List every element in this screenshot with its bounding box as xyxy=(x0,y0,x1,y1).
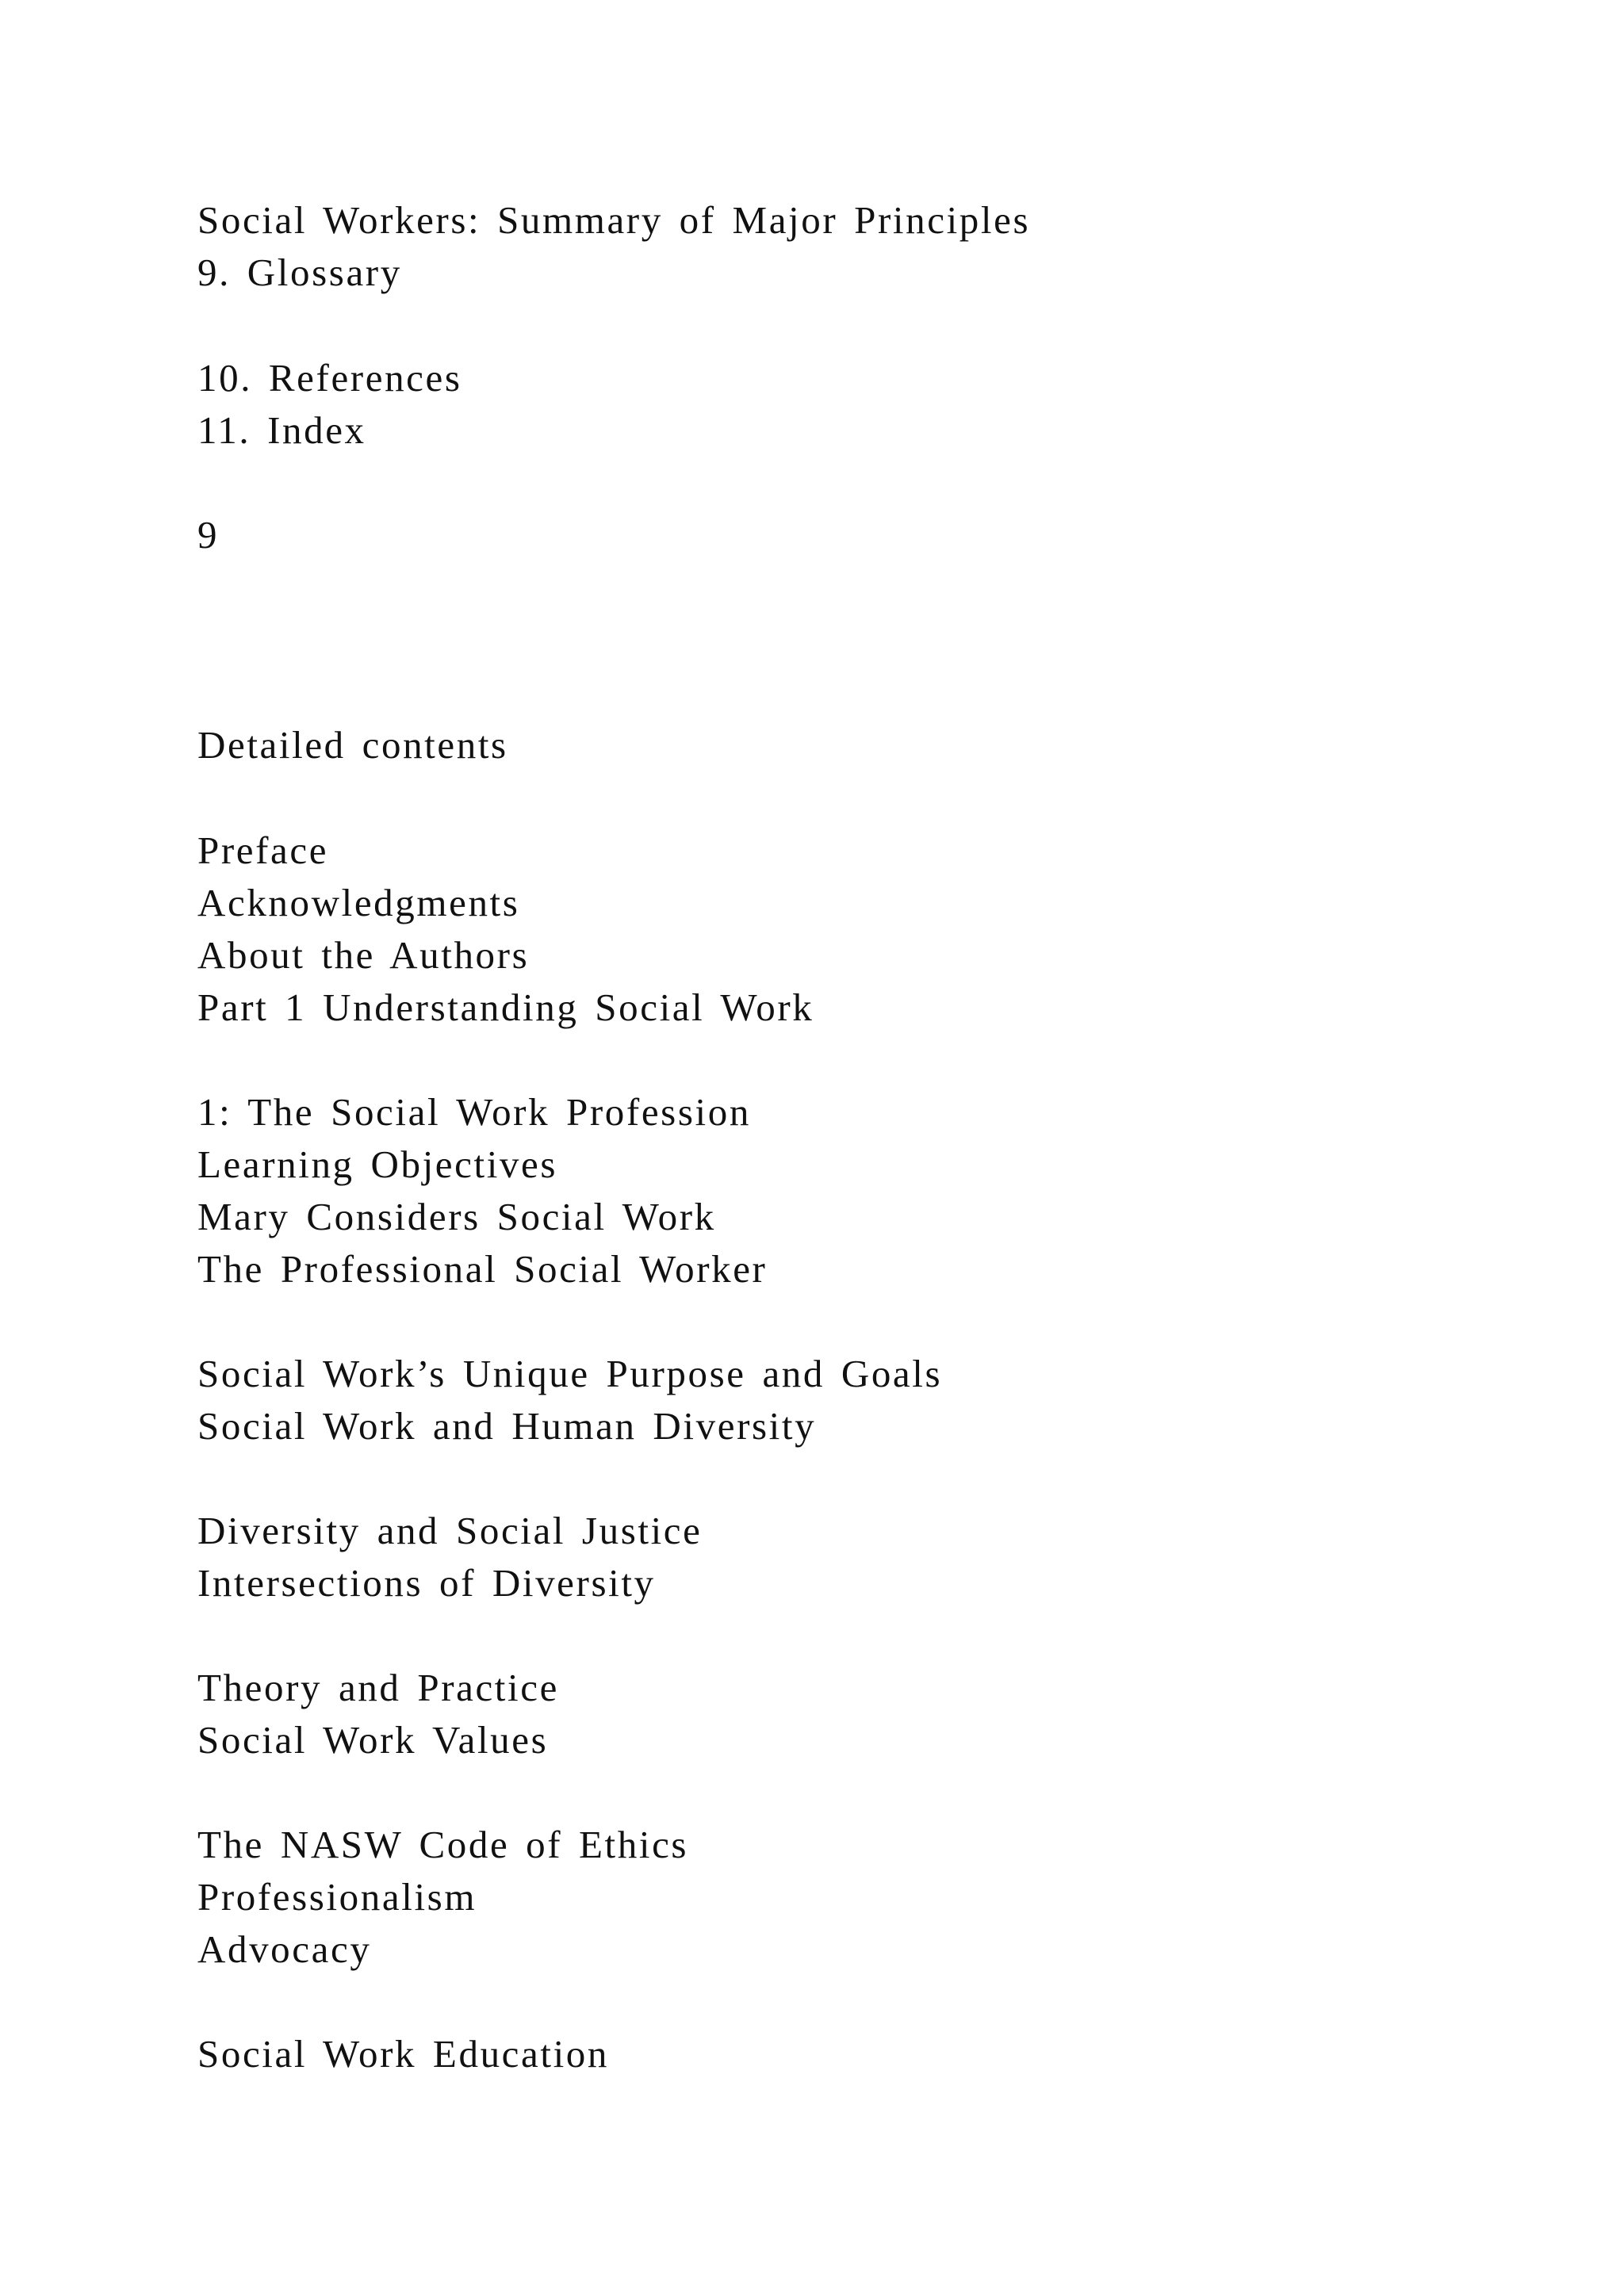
contents-entry-references: 10. References xyxy=(197,356,462,400)
contents-entry-glossary: 9. Glossary xyxy=(197,251,402,294)
contents-entry-acknowledgments: Acknowledgments xyxy=(197,881,520,924)
contents-entry-human-diversity: Social Work and Human Diversity xyxy=(197,1404,817,1448)
continued-heading: Social Workers: Summary of Major Principles xyxy=(197,198,1031,242)
contents-entry-advocacy: Advocacy xyxy=(197,1927,372,1971)
contents-entry-intersections-diversity: Intersections of Diversity xyxy=(197,1561,656,1605)
contents-entry-professionalism: Professionalism xyxy=(197,1875,477,1919)
contents-entry-professional-social-worker: The Professional Social Worker xyxy=(197,1247,768,1291)
contents-entry-chapter-1: 1: The Social Work Profession xyxy=(197,1090,751,1134)
contents-entry-index: 11. Index xyxy=(197,408,366,452)
contents-entry-purpose-goals: Social Work’s Unique Purpose and Goals xyxy=(197,1352,943,1395)
contents-entry-theory-practice: Theory and Practice xyxy=(197,1666,559,1709)
contents-entry-social-work-values: Social Work Values xyxy=(197,1718,549,1762)
detailed-contents-title: Detailed contents xyxy=(197,723,508,767)
contents-entry-preface: Preface xyxy=(197,828,329,872)
contents-entry-social-work-education: Social Work Education xyxy=(197,2032,609,2076)
contents-entry-mary-considers: Mary Considers Social Work xyxy=(197,1195,716,1238)
contents-entry-diversity-social-justice: Diversity and Social Justice xyxy=(197,1509,703,1552)
contents-entry-part-1: Part 1 Understanding Social Work xyxy=(197,985,814,1029)
page-number: 9 xyxy=(197,513,220,557)
contents-entry-about-authors: About the Authors xyxy=(197,933,530,977)
contents-entry-learning-objectives: Learning Objectives xyxy=(197,1142,558,1186)
contents-entry-nasw-code: The NASW Code of Ethics xyxy=(197,1823,689,1866)
